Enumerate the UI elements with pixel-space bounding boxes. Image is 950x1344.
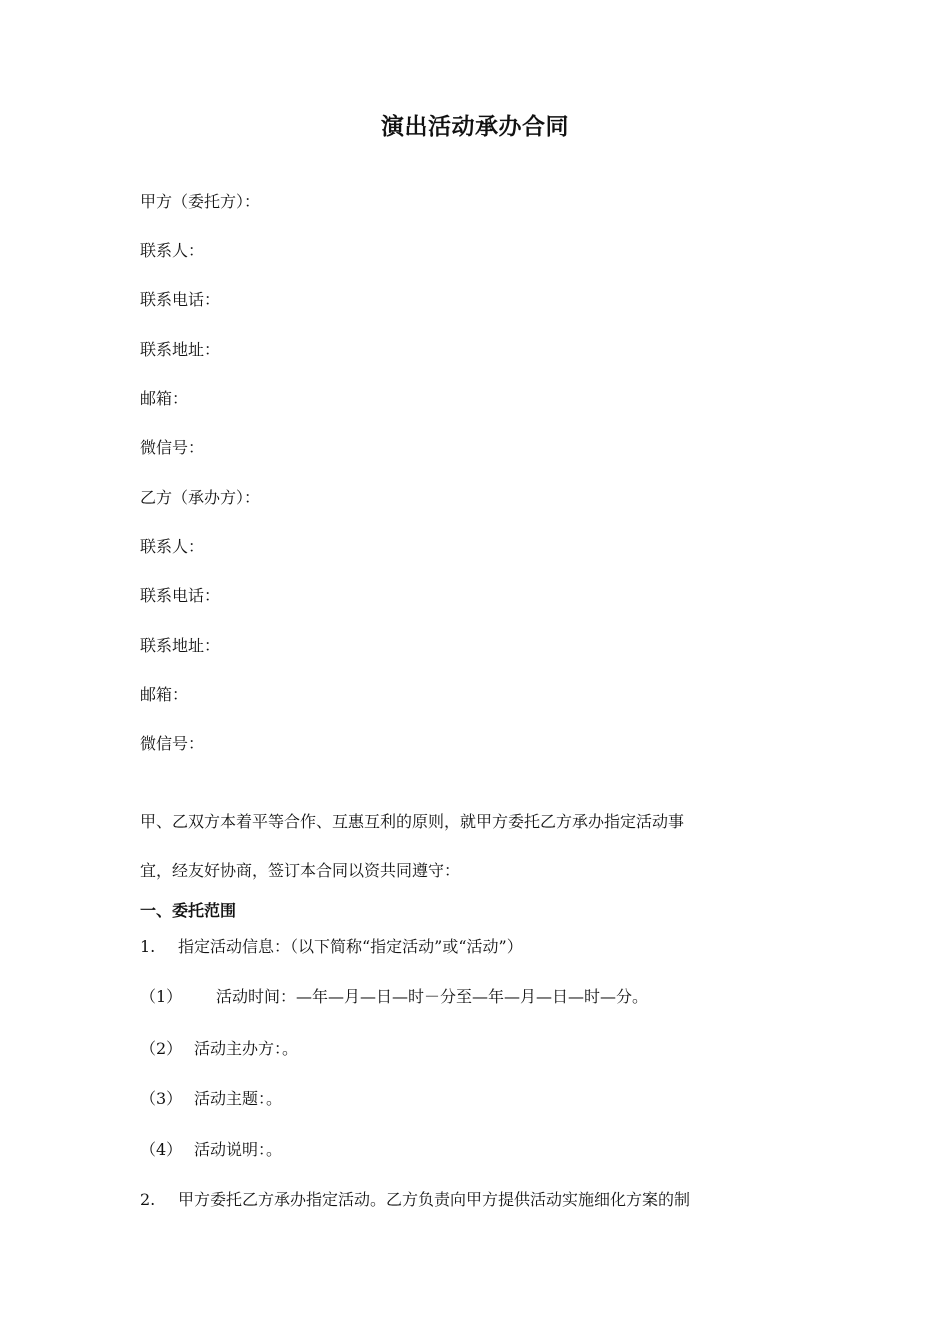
party-a-label: 甲方（委托方）： [140, 192, 261, 211]
party-b-wechat: 微信号： [140, 734, 205, 753]
sub-item-4 [140, 1140, 282, 1160]
party-b-address: 联系地址： [140, 636, 221, 655]
item-number: 2. [140, 1190, 156, 1209]
sub-item-number: （2） [140, 1039, 183, 1058]
item-text: 指定活动信息：（以下简称“指定活动”或“活动”） [178, 937, 523, 956]
sub-item-number: （4） [140, 1140, 183, 1159]
preamble-line-1: 甲、乙双方本着平等合作、互惠互利的原则，就甲方委托乙方承办指定活动事 [140, 812, 685, 831]
party-a-email: 邮箱： [140, 389, 189, 408]
section-1-item-2 [140, 1190, 690, 1210]
sub-item-1 [140, 987, 648, 1007]
section-1-item-1 [140, 937, 523, 957]
sub-item-text: 活动主题：。 [194, 1089, 283, 1108]
sub-item-3 [140, 1089, 282, 1109]
item-text: 甲方委托乙方承办指定活动。乙方负责向甲方提供活动实施细化方案的制 [178, 1190, 691, 1209]
sub-item-number: （1） [140, 987, 183, 1006]
sub-item-text: 活动说明：。 [194, 1140, 283, 1159]
party-a-address: 联系地址： [140, 340, 221, 359]
preamble-line-2: 宜，经友好协商，签订本合同以资共同遵守： [140, 861, 461, 880]
party-a-contact: 联系人： [140, 241, 205, 260]
party-b-label: 乙方（承办方）： [140, 488, 261, 507]
item-number: 1. [140, 937, 156, 956]
document-title: 演出活动承办合同 [381, 114, 569, 140]
party-b-phone: 联系电话： [140, 586, 221, 605]
party-b-contact: 联系人： [140, 537, 205, 556]
party-a-phone: 联系电话： [140, 290, 221, 309]
sub-item-number: （3） [140, 1089, 183, 1108]
section-1-heading: 一、委托范围 [140, 901, 237, 920]
sub-item-text: 活动时间：—年—月—日—时－分至—年—月—日—时—分。 [216, 987, 649, 1006]
sub-item-text: 活动主办方：。 [194, 1039, 299, 1058]
sub-item-2 [140, 1039, 298, 1059]
party-b-email: 邮箱： [140, 685, 189, 704]
party-a-wechat: 微信号： [140, 438, 205, 457]
